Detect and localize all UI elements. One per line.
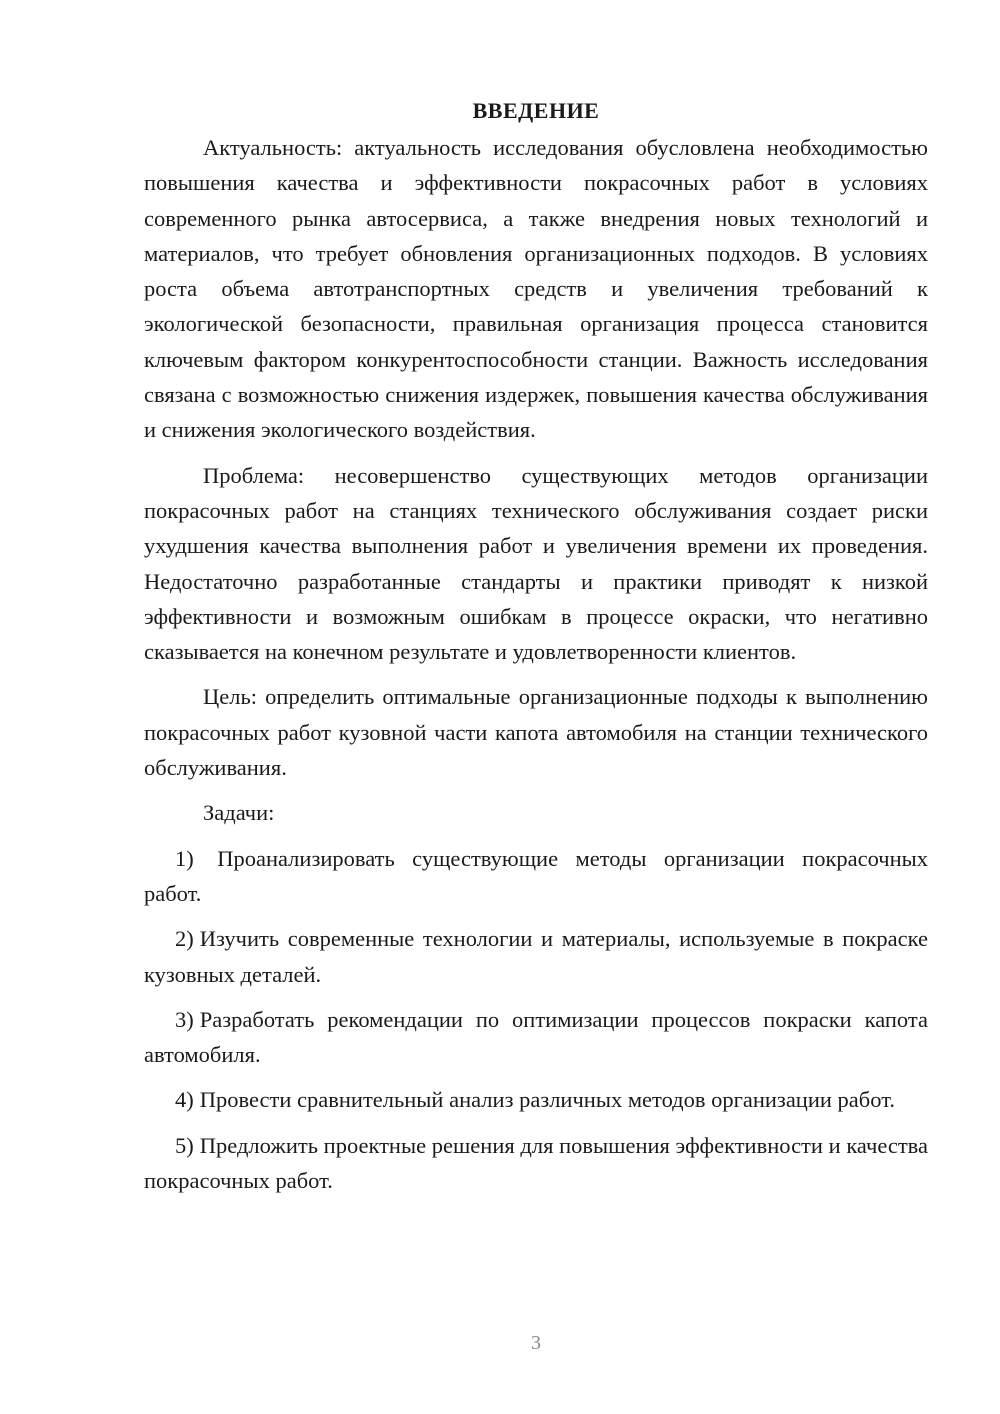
task-number: 1) xyxy=(175,845,194,871)
task-number: 2) xyxy=(175,926,194,952)
task-text: Изучить современные технологии и материалы, используемые в покраске кузовных деталей. xyxy=(144,926,928,987)
task-number: 5) xyxy=(175,1132,194,1158)
task-text: Провести сравнительный анализ различных методов организации работ. xyxy=(199,1087,895,1113)
task-number: 3) xyxy=(175,1006,194,1032)
task-text: Разработать рекомендации по оптимизации процессов покраски капота автомобиля. xyxy=(144,1006,928,1068)
task-text: Предложить проектные решения для повышения эффективности и качества покрасочных работ. xyxy=(144,1132,928,1194)
task-list xyxy=(144,841,928,1199)
tasks-label: Задачи: xyxy=(203,800,275,826)
section-heading: ВВЕДЕНИЕ xyxy=(472,98,600,123)
document-page xyxy=(144,96,928,1208)
task-item-3 xyxy=(144,1002,928,1073)
task-item-1 xyxy=(144,841,928,912)
task-text: Проанализировать существующие методы организации покрасочных работ. xyxy=(144,845,928,906)
page-number: 3 xyxy=(531,1332,541,1354)
task-number: 4) xyxy=(175,1087,194,1113)
task-item-2 xyxy=(144,921,928,992)
paragraph-goal: Цель: определить оптимальные организационные подходы к выполнению покрасочных работ кузовной части капота автомобиля на станции технического обслуживания. xyxy=(144,684,928,781)
task-item-4 xyxy=(144,1082,928,1117)
paragraph-relevance: Актуальность: актуальность исследования обусловлена необходимостью повышения качества и эффективности покрасочных работ в условиях современного рынка автосервиса, а также внедрения новых технологий и материалов, что требует обновления организационных подходов. В условиях роста объема автотранспортных средств и увеличения требований к экологической безопасности, правильная организация процесса становится ключевым фактором конкурентоспособности станции. Важность исследования связана с возможностью снижения издержек, повышения качества обслуживания и снижения экологического воздействия. xyxy=(144,135,928,443)
paragraph-problem: Проблема: несовершенство существующих методов организации покрасочных работ на станциях технического обслуживания создает риски ухудшения качества выполнения работ и увеличения времени их проведения. Недостаточно разработанные стандарты и практики приводят к низкой эффективности и возможным ошибкам в процессе окраски, что негативно сказывается на конечном результате и удовлетворенности клиентов. xyxy=(144,462,928,665)
task-item-5 xyxy=(144,1128,928,1199)
